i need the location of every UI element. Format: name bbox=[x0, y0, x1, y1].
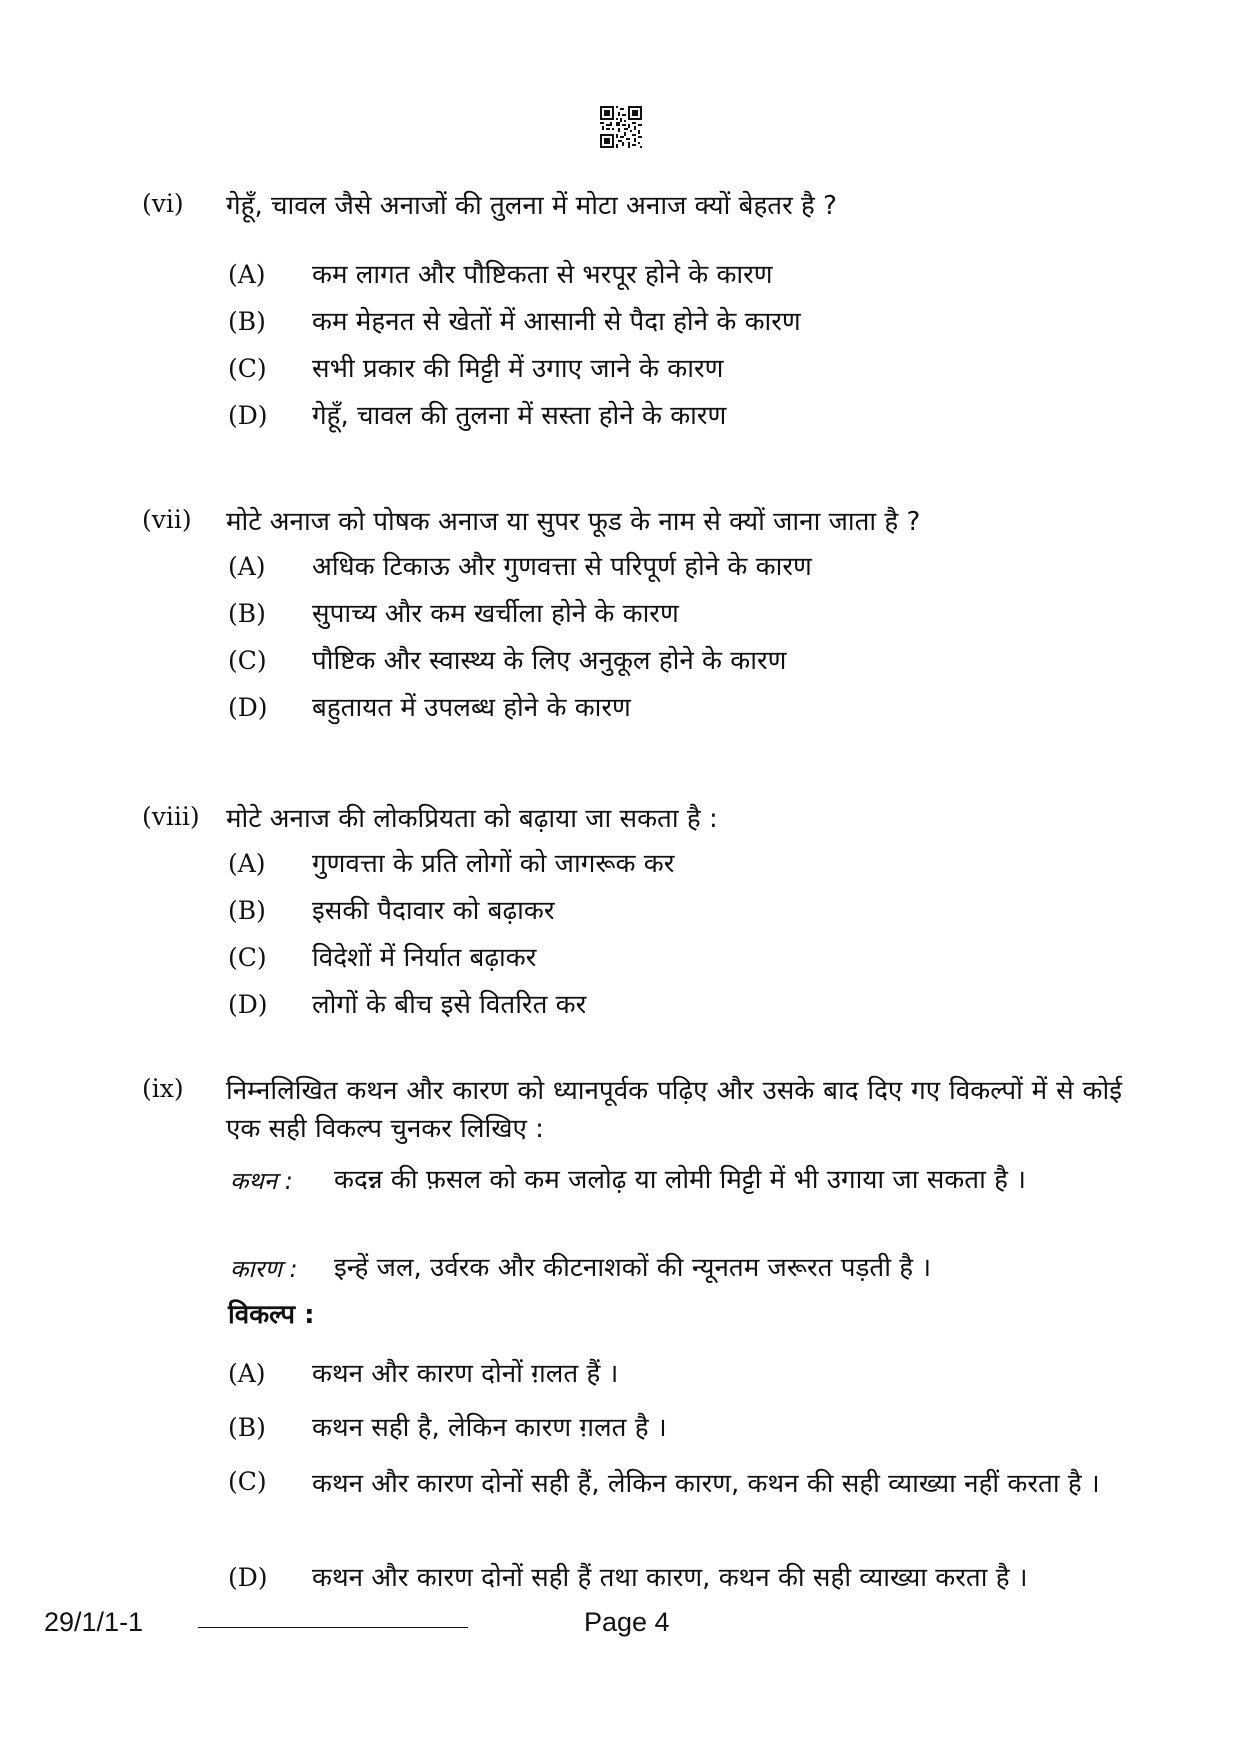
option-b bbox=[0, 304, 1241, 344]
option-label: (C) bbox=[228, 646, 267, 675]
option-label: (D) bbox=[228, 693, 268, 722]
question-number: (vii) bbox=[142, 505, 192, 534]
option-text: कम लागत और पौष्टिकता से भरपूर होने के कारण bbox=[312, 260, 773, 290]
option-c bbox=[0, 1464, 1241, 1504]
option-text: अधिक टिकाऊ और गुणवत्ता से परिपूर्ण होने के कारण bbox=[312, 552, 812, 582]
option-label: (A) bbox=[228, 1359, 266, 1388]
assertion-text: कदन्न की फ़सल को कम जलोढ़ या लोमी मिट्टी में भी उगाया जा सकता है । bbox=[334, 1165, 1026, 1195]
option-text: कथन और कारण दोनों सही हैं तथा कारण, कथन की सही व्याख्या करता है । bbox=[312, 1563, 1028, 1593]
question-number: (vi) bbox=[142, 189, 184, 218]
question-text: मोटे अनाज को पोषक अनाज या सुपर फूड के नाम से क्यों जाना जाता है ? bbox=[226, 507, 921, 537]
option-b bbox=[0, 893, 1241, 933]
option-text: गुणवत्ता के प्रति लोगों को जागरूक कर bbox=[312, 849, 675, 879]
option-text: सुपाच्य और कम खर्चीला होने के कारण bbox=[312, 599, 679, 629]
option-b bbox=[0, 1410, 1241, 1450]
option-c bbox=[0, 643, 1241, 683]
option-text: सभी प्रकार की मिट्टी में उगाए जाने के कारण bbox=[312, 354, 724, 384]
option-label: (D) bbox=[228, 1563, 268, 1592]
option-c bbox=[0, 940, 1241, 980]
option-label: (C) bbox=[228, 354, 267, 383]
option-d bbox=[0, 1560, 1241, 1600]
option-label: (B) bbox=[228, 307, 266, 336]
option-text: विदेशों में निर्यात बढ़ाकर bbox=[312, 943, 537, 973]
option-c bbox=[0, 351, 1241, 391]
reason-text: इन्हें जल, उर्वरक और कीटनाशकों की न्यूनतम जरूरत पड़ती है । bbox=[334, 1253, 932, 1283]
option-b bbox=[0, 596, 1241, 636]
option-label: (C) bbox=[228, 1467, 267, 1496]
question-text: मोटे अनाज की लोकप्रियता को बढ़ाया जा सकता है : bbox=[226, 804, 718, 834]
option-text: इसकी पैदावार को बढ़ाकर bbox=[312, 896, 555, 926]
paper-code: 29/1/1-1 bbox=[44, 1607, 144, 1637]
option-label: (A) bbox=[228, 849, 266, 878]
choices-heading: विकल्प : bbox=[228, 1300, 315, 1330]
option-a bbox=[0, 846, 1241, 886]
option-a bbox=[0, 1356, 1241, 1396]
option-a bbox=[0, 549, 1241, 589]
question-number: (ix) bbox=[142, 1074, 184, 1103]
option-a bbox=[0, 257, 1241, 297]
qr-code-icon bbox=[600, 106, 642, 148]
option-label: (A) bbox=[228, 552, 266, 581]
option-d bbox=[0, 690, 1241, 730]
option-label: (A) bbox=[228, 260, 266, 289]
page-number: Page 4 bbox=[584, 1607, 670, 1637]
option-text: कथन और कारण दोनों ग़लत हैं । bbox=[312, 1359, 619, 1389]
option-d bbox=[0, 987, 1241, 1027]
question-text: गेहूँ, चावल जैसे अनाजों की तुलना में मोटा अनाज क्यों बेहतर है ? bbox=[226, 191, 837, 221]
question-number: (viii) bbox=[142, 802, 200, 831]
question-text: निम्नलिखित कथन और कारण को ध्यानपूर्वक पढ़िए और उसके बाद दिए गए विकल्पों में से कोई एक सही विकल्प चुनकर लिखिए : bbox=[226, 1076, 1122, 1144]
assertion-label: कथन : bbox=[230, 1167, 293, 1195]
option-label: (B) bbox=[228, 896, 266, 925]
option-text: कथन और कारण दोनों सही हैं, लेकिन कारण, कथन की सही व्याख्या नहीं करता है । bbox=[312, 1469, 1100, 1499]
option-text: कम मेहनत से खेतों में आसानी से पैदा होने के कारण bbox=[312, 307, 801, 337]
option-d bbox=[0, 398, 1241, 438]
option-label: (C) bbox=[228, 943, 267, 972]
reason-label: कारण : bbox=[230, 1255, 298, 1283]
option-text: गेहूँ, चावल की तुलना में सस्ता होने के कारण bbox=[312, 401, 727, 431]
option-text: लोगों के बीच इसे वितरित कर bbox=[312, 990, 587, 1020]
footer-divider bbox=[198, 1627, 468, 1628]
option-text: पौष्टिक और स्वास्थ्य के लिए अनुकूल होने के कारण bbox=[312, 646, 787, 676]
option-label: (D) bbox=[228, 401, 268, 430]
option-text: बहुतायत में उपलब्ध होने के कारण bbox=[312, 693, 631, 723]
option-text: कथन सही है, लेकिन कारण ग़लत है । bbox=[312, 1413, 667, 1443]
option-label: (D) bbox=[228, 990, 268, 1019]
option-label: (B) bbox=[228, 1413, 266, 1442]
option-label: (B) bbox=[228, 599, 266, 628]
